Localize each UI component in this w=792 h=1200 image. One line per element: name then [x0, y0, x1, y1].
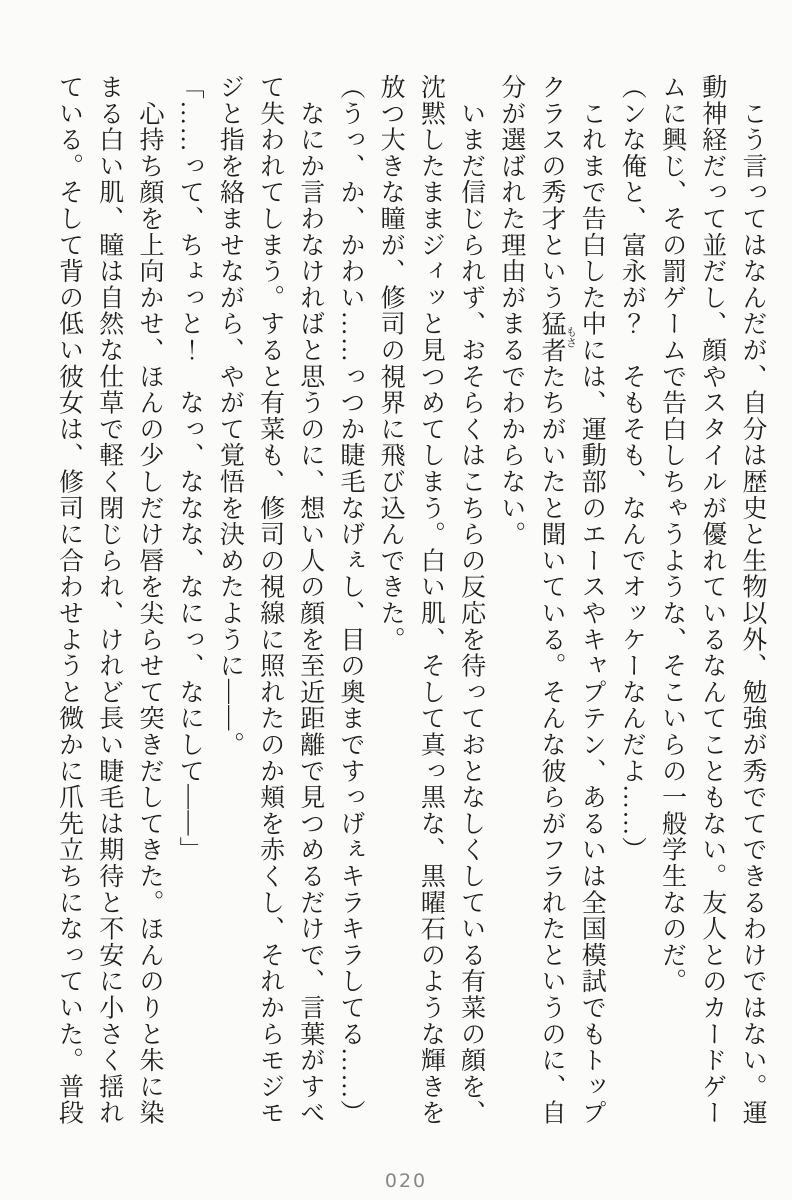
paragraph: （ンな俺と、富永が？ そもそも、なんでオッケーなんだよ……）	[618, 74, 646, 863]
paragraph: いまだ信じられず、おそらくはこちらの反応を待っておとなしくしている有菜の顔を、沈黙したままジィッと見つめてしまう。白い肌、そして真っ黒な、黒曜石のような輝きを放つ大きな瞳が、修司の視界に飛び込んできた。	[377, 74, 485, 1126]
paragraph: 「……って、ちょっと！ なっ、ななな、なにっ、なにして――」	[176, 74, 204, 863]
paragraph: なにか言わなければと思うのに、想い人の顔を至近距離で見つめるだけで、言葉がすべて失われてしまう。すると有菜も、修司の視線に照れたのか頬を赤くし、それからモジモジと指を絡ませながら、やがて覚悟を決めたように――。	[216, 74, 324, 1126]
paragraph: （うっ、か、かわい……っつか睫毛なげぇし、目の奥まですっげぇキラキラしてる……）	[336, 74, 364, 1126]
paragraph: 心持ち顔を上向かせ、ほんの少しだけ唇を尖らせて突きだしてきた。ほんのりと朱に染まる白い肌、瞳は自然な仕草で軽く閉じられ、けれど長い睫毛は期待と不安に小さく揺れている。そして背の低い彼女は、修司に合わせようと微かに爪先立ちになっていた。普段	[55, 74, 163, 1126]
furigana-ruby: 猛者 もさ	[537, 310, 577, 364]
paragraph: こう言ってはなんだが、自分は歴史と生物以外、勉強が秀でてできるわけではない。運動神経だって並だし、顔やスタイルが優れているなんてこともない。友人とのカードゲームに興じ、その罰ゲームで告白しちゃうような、そこいらの一般学生なのだ。	[658, 74, 766, 1126]
paragraph: これまで告白した中には、運動部のエースやキャプテン、あるいは全国模試でもトップクラスの秀才という猛者 もさたちがいたと聞いている。そんな彼らがフラれたというのに、自分が選ばれた理由がまるでわからない。	[497, 74, 606, 1127]
novel-text-body	[46, 74, 772, 1130]
page-number: 020	[384, 1170, 428, 1192]
